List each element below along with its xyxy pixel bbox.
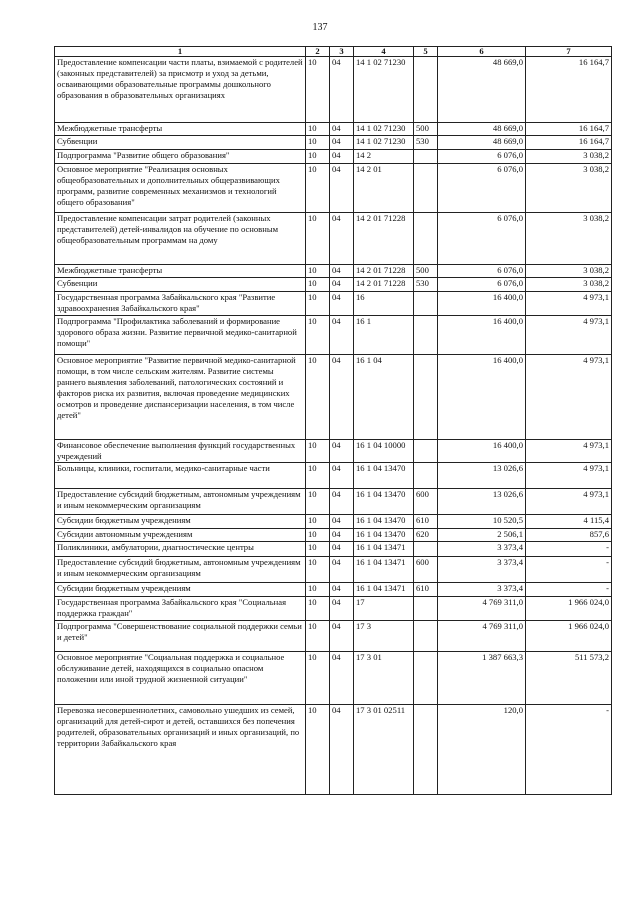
column-header: 2 [306,47,330,57]
row-value-cell: 16 400,0 [438,440,526,463]
table-row [55,582,612,596]
row-value-cell: 4 973,1 [526,440,612,463]
row-value-cell: 500 [414,123,438,136]
row-value-cell: 610 [414,514,438,528]
row-value-cell: 48 669,0 [438,136,526,150]
table-row [55,136,612,150]
row-value-cell: 16 [354,292,414,316]
row-value-cell: 14 1 02 71230 [354,123,414,136]
row-name-cell: Субсидии бюджетным учреждениям [55,582,306,596]
row-name-cell: Субвенции [55,136,306,150]
row-value-cell: 1 966 024,0 [526,620,612,651]
row-value-cell: 600 [414,556,438,582]
table-row [55,278,612,292]
column-header: 4 [354,47,414,57]
row-value-cell: 04 [330,278,354,292]
table-row [55,596,612,620]
row-value-cell: 3 373,4 [438,541,526,556]
row-value-cell: 4 769 311,0 [438,596,526,620]
row-value-cell: 16 164,7 [526,57,612,123]
row-value-cell: 857,6 [526,528,612,541]
row-value-cell: 10 [306,136,330,150]
row-value-cell: 3 038,2 [526,150,612,164]
row-name-cell: Предоставление компенсации части платы, взимаемой с родителей (законных представителей) за присмотр и уход за детьми, осваивающими образовательные программы дошкольного образования в образовательных организациях [55,57,306,123]
row-value-cell: 3 038,2 [526,278,612,292]
row-value-cell: 04 [330,596,354,620]
row-value-cell: 16 400,0 [438,292,526,316]
header-row [55,47,612,57]
row-value-cell: 16 1 04 13470 [354,462,414,488]
row-name-cell: Поликлиники, амбулатории, диагностические центры [55,541,306,556]
row-value-cell: 530 [414,278,438,292]
row-value-cell: 16 1 04 13470 [354,528,414,541]
row-value-cell [414,316,438,355]
row-value-cell: 14 2 [354,150,414,164]
table-row [55,514,612,528]
table-row [55,651,612,704]
row-name-cell: Межбюджетные трансферты [55,123,306,136]
row-value-cell: 04 [330,57,354,123]
row-name-cell: Подпрограмма "Профилактика заболеваний и формирование здорового образа жизни. Развитие первичной медико-санитарной помощи" [55,316,306,355]
row-value-cell [414,292,438,316]
row-value-cell: 10 [306,278,330,292]
row-value-cell: 10 [306,462,330,488]
row-value-cell: 14 2 01 71228 [354,265,414,278]
row-value-cell: 16 1 04 13471 [354,541,414,556]
row-value-cell: 04 [330,556,354,582]
row-value-cell: 3 373,4 [438,582,526,596]
row-value-cell: 16 1 04 10000 [354,440,414,463]
row-value-cell: 16 1 04 13471 [354,556,414,582]
row-value-cell: 16 164,7 [526,123,612,136]
row-value-cell [414,164,438,213]
row-value-cell [414,704,438,794]
row-value-cell: - [526,582,612,596]
row-value-cell: 10 [306,355,330,440]
row-value-cell [414,213,438,265]
row-value-cell: 16 1 [354,316,414,355]
row-value-cell: 2 506,1 [438,528,526,541]
row-name-cell: Межбюджетные трансферты [55,265,306,278]
row-value-cell: 04 [330,265,354,278]
row-value-cell: 13 026,6 [438,488,526,514]
row-value-cell: 10 [306,150,330,164]
row-value-cell: 04 [330,462,354,488]
row-value-cell: 4 973,1 [526,292,612,316]
row-value-cell: 16 1 04 13470 [354,514,414,528]
row-value-cell: 3 038,2 [526,213,612,265]
row-value-cell: 48 669,0 [438,123,526,136]
row-value-cell: 1 387 663,3 [438,651,526,704]
row-value-cell [414,462,438,488]
row-value-cell: 10 [306,316,330,355]
row-value-cell: 17 3 01 02511 [354,704,414,794]
row-value-cell: 4 115,4 [526,514,612,528]
row-value-cell: 10 [306,620,330,651]
row-value-cell: 10 [306,514,330,528]
row-name-cell: Субвенции [55,278,306,292]
row-value-cell: 04 [330,582,354,596]
row-value-cell [414,440,438,463]
row-value-cell: 10 [306,164,330,213]
row-value-cell: 04 [330,316,354,355]
row-name-cell: Государственная программа Забайкальского края "Развитие здравоохранения Забайкальского края" [55,292,306,316]
row-value-cell: 04 [330,651,354,704]
table-row [55,440,612,463]
row-name-cell: Субсидии бюджетным учреждениям [55,514,306,528]
page-number: 137 [312,22,328,33]
row-value-cell: 4 973,1 [526,355,612,440]
table-row [55,316,612,355]
row-value-cell: 10 [306,556,330,582]
column-header: 7 [526,47,612,57]
table-row [55,292,612,316]
table-row [55,488,612,514]
row-value-cell: 04 [330,164,354,213]
row-value-cell: 4 973,1 [526,316,612,355]
row-value-cell: 6 076,0 [438,278,526,292]
row-value-cell: 16 1 04 13470 [354,488,414,514]
row-value-cell: 4 973,1 [526,462,612,488]
table-row [55,150,612,164]
row-value-cell: 10 [306,582,330,596]
row-value-cell: 04 [330,514,354,528]
row-value-cell: 120,0 [438,704,526,794]
column-header: 3 [330,47,354,57]
row-value-cell: 04 [330,213,354,265]
row-value-cell: 48 669,0 [438,57,526,123]
row-value-cell: 10 [306,440,330,463]
row-name-cell: Предоставление компенсации затрат родителей (законных представителей) детей-инвалидов на обучение по основным общеобразовательным программам на дому [55,213,306,265]
row-value-cell: 14 2 01 [354,164,414,213]
row-value-cell: 1 966 024,0 [526,596,612,620]
row-name-cell: Перевозка несовершеннолетних, самовольно ушедших из семей, организаций для детей-сирот и детей, оставшихся без попечения родителей, образовательных организаций и иных организаций, по территории Забайкальского края [55,704,306,794]
row-value-cell: 6 076,0 [438,150,526,164]
row-value-cell: 17 [354,596,414,620]
row-name-cell: Предоставление субсидий бюджетным, автономным учреждениям и иным некоммерческим организациям [55,556,306,582]
column-header: 6 [438,47,526,57]
row-value-cell: - [526,556,612,582]
row-value-cell [414,150,438,164]
row-value-cell [414,620,438,651]
row-value-cell: 6 076,0 [438,164,526,213]
row-value-cell [414,57,438,123]
row-value-cell: 10 520,5 [438,514,526,528]
column-header: 5 [414,47,438,57]
row-value-cell: 14 2 01 71228 [354,278,414,292]
row-value-cell: 04 [330,136,354,150]
row-value-cell [414,651,438,704]
row-value-cell: 10 [306,651,330,704]
row-value-cell: 10 [306,488,330,514]
row-value-cell: 04 [330,150,354,164]
row-value-cell [414,596,438,620]
row-value-cell: 17 3 01 [354,651,414,704]
row-name-cell: Государственная программа Забайкальского края "Социальная поддержка граждан" [55,596,306,620]
row-value-cell: 13 026,6 [438,462,526,488]
row-value-cell: 10 [306,292,330,316]
row-value-cell: 04 [330,292,354,316]
row-name-cell: Основное мероприятие "Социальная поддержка и социальное обслуживание детей, находящихся в социально опасном положении или иной трудной жизненной ситуации" [55,651,306,704]
table-row [55,213,612,265]
column-header: 1 [55,47,306,57]
row-value-cell: 04 [330,488,354,514]
row-value-cell: 04 [330,440,354,463]
row-value-cell: - [526,704,612,794]
row-value-cell: 10 [306,213,330,265]
row-value-cell: 500 [414,265,438,278]
row-value-cell: 16 1 04 13471 [354,582,414,596]
row-value-cell [414,541,438,556]
row-value-cell: 14 2 01 71228 [354,213,414,265]
row-value-cell: 4 769 311,0 [438,620,526,651]
row-name-cell: Финансовое обеспечение выполнения функций государственных учреждений [55,440,306,463]
row-value-cell: 4 973,1 [526,488,612,514]
row-value-cell: 17 3 [354,620,414,651]
row-value-cell: 16 164,7 [526,136,612,150]
row-value-cell: 10 [306,541,330,556]
row-value-cell: 3 373,4 [438,556,526,582]
row-value-cell: 530 [414,136,438,150]
row-value-cell: 10 [306,528,330,541]
row-value-cell: 16 400,0 [438,355,526,440]
row-value-cell: 04 [330,704,354,794]
row-name-cell: Больницы, клиники, госпитали, медико-санитарные части [55,462,306,488]
table-row [55,355,612,440]
row-value-cell: 16 400,0 [438,316,526,355]
row-value-cell: 511 573,2 [526,651,612,704]
row-value-cell: 6 076,0 [438,265,526,278]
row-value-cell: 10 [306,57,330,123]
table-row [55,123,612,136]
row-value-cell: 600 [414,488,438,514]
table-row [55,265,612,278]
row-value-cell: 620 [414,528,438,541]
row-value-cell: 10 [306,596,330,620]
row-value-cell: 04 [330,528,354,541]
row-value-cell: 3 038,2 [526,164,612,213]
table-row [55,528,612,541]
table-row [55,556,612,582]
table-row [55,541,612,556]
table-row [55,704,612,794]
row-value-cell: 3 038,2 [526,265,612,278]
row-value-cell: 04 [330,123,354,136]
row-value-cell: 04 [330,620,354,651]
row-name-cell: Предоставление субсидий бюджетным, автономным учреждениям и иным некоммерческим организациям [55,488,306,514]
row-value-cell: 14 1 02 71230 [354,57,414,123]
row-value-cell: 16 1 04 [354,355,414,440]
row-value-cell: 10 [306,704,330,794]
row-name-cell: Подпрограмма "Совершенствование социальной поддержки семьи и детей" [55,620,306,651]
row-value-cell: 04 [330,541,354,556]
table-row [55,620,612,651]
row-value-cell: 6 076,0 [438,213,526,265]
row-value-cell: 10 [306,265,330,278]
row-value-cell: - [526,541,612,556]
row-name-cell: Субсидии автономным учреждениям [55,528,306,541]
row-value-cell: 10 [306,123,330,136]
row-value-cell: 610 [414,582,438,596]
table-row [55,462,612,488]
row-name-cell: Основное мероприятие "Реализация основных общеобразовательных и дополнительных общеразвивающих программ, развитие современных механизмов и технологий общего образования" [55,164,306,213]
table-row [55,164,612,213]
row-name-cell: Основное мероприятие "Развитие первичной медико-санитарной помощи, в том числе сельским жителям. Развитие системы раннего выявления заболеваний, патологических состояний и факторов риска их развития, включая проведение медицинских осмотров и проведение диспансеризации населения, в том числе детей" [55,355,306,440]
table-row [55,57,612,123]
row-value-cell: 14 1 02 71230 [354,136,414,150]
row-value-cell [414,355,438,440]
budget-table [54,46,612,795]
row-value-cell: 04 [330,355,354,440]
row-name-cell: Подпрограмма "Развитие общего образования" [55,150,306,164]
